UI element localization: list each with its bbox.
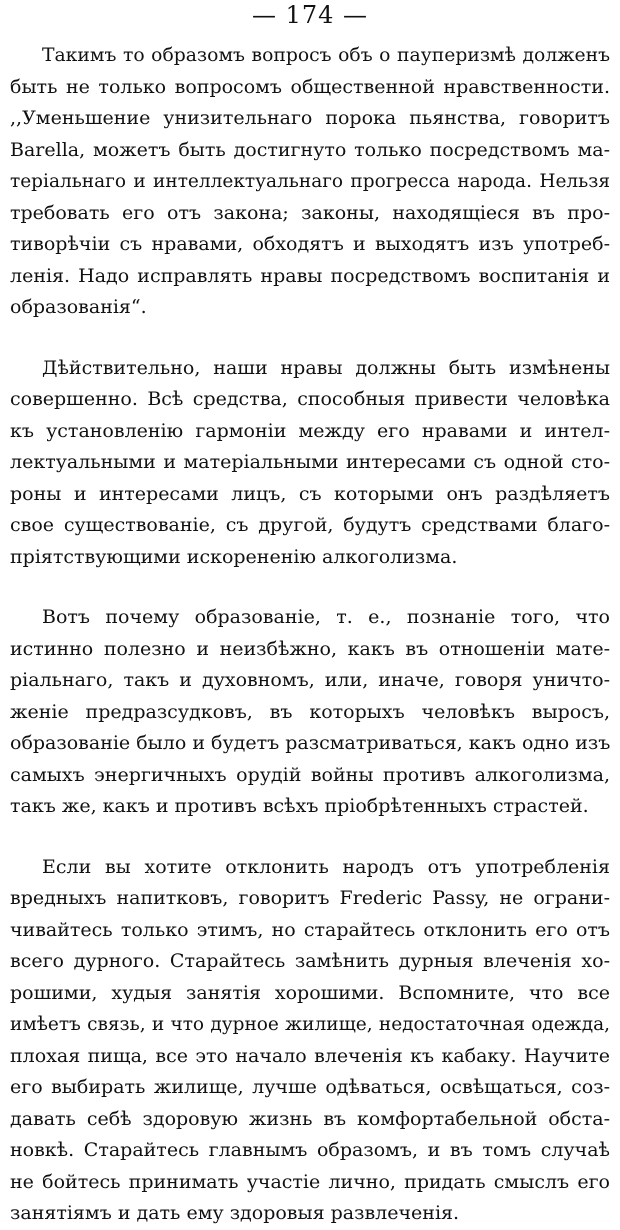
- text-line: его выбирать жилище, лучше одѣваться, освѣщаться, соз-: [10, 1076, 610, 1098]
- text-line: ленія. Надо исправлять нравы посредствомъ воспитанія и: [10, 264, 610, 287]
- text-line: рошими, худыя занятія хорошими. Вспомните, что все: [10, 981, 610, 1004]
- text-line: плохая пища, все это начало влеченія къ кабаку. Научите: [10, 1044, 610, 1067]
- text-line: Вотъ почему образованіе, т. е., познаніе того, что: [42, 606, 610, 628]
- text-line: женіе предразсудковъ, въ которыхъ человѣкъ выросъ,: [10, 700, 610, 723]
- text-line: тиворѣчіи съ нравами, обходятъ и выходятъ изъ употреб-: [10, 233, 610, 255]
- text-line: образованія“.: [10, 296, 147, 318]
- text-line: роны и интересами лицъ, съ которыми онъ раздѣляетъ: [10, 482, 610, 505]
- text-line: новкѣ. Старайтесь главнымъ образомъ, и въ томъ случаѣ: [10, 1139, 610, 1161]
- text-line: такъ же, какъ и противъ всѣхъ пріобрѣтенныхъ страстей.: [10, 795, 589, 817]
- text-line: къ установленію гармоніи между его нравами и интел-: [10, 419, 610, 442]
- page-body: [10, 40, 610, 1230]
- text-line: чивайтесь только этимъ, но старайтесь отклонить его отъ: [10, 918, 610, 941]
- text-line: Barella, можетъ быть достигнуто только посредствомъ ма-: [10, 138, 610, 161]
- text-line: теріальнаго и интеллектуальнаго прогресса народа. Нельзя: [10, 171, 610, 192]
- text-line: пріятствующими искорененію алкоголизма.: [10, 545, 458, 568]
- text-line: Такимъ то образомъ вопросъ объ о пауперизмѣ долженъ: [42, 45, 610, 66]
- text-line: давать себѣ здоровую жизнь въ комфортабельной обста-: [10, 1107, 610, 1130]
- paragraph-1: [10, 40, 610, 324]
- text-line: требовать его отъ закона; законы, находящіеся въ про-: [10, 201, 610, 224]
- text-line: Если вы хотите отклонить народъ отъ употребленія: [42, 855, 610, 878]
- text-line: всего дурного. Старайтесь замѣнить дурныя влеченія хо-: [10, 950, 610, 972]
- text-line: образованіе было и будетъ разсматриваться, какъ одно изъ: [10, 732, 611, 754]
- text-line: свое существованіе, съ другой, будутъ средствами благо-: [10, 514, 610, 536]
- text-line: ,,Уменьшение унизительнаго порока пьянства, говоритъ: [10, 107, 610, 129]
- text-line: занятіямъ и дать ему здоровыя развлеченія.: [10, 1202, 460, 1224]
- paragraph-2: [10, 353, 610, 574]
- text-line: ріальнаго, такъ и духовномъ, или, иначе, говоря уничто-: [10, 669, 610, 691]
- text-line: истинно полезно и неизбѣжно, какъ въ отношеніи мате-: [10, 637, 610, 660]
- text-line: вредныхъ напитковъ, говоритъ Frederic Passy, не ограни-: [10, 887, 610, 909]
- text-line: быть не только вопросомъ общественной нравственности.: [10, 75, 610, 98]
- text-line: Дѣйствительно, наши нравы должны быть измѣнены: [42, 356, 610, 379]
- paragraph-4: [10, 852, 610, 1230]
- page-number: — 174 —: [251, 1, 369, 29]
- paragraph-3: [10, 602, 610, 823]
- text-line: не бойтесь принимать участіе лично, придать смыслъ его: [10, 1170, 610, 1193]
- text-line: лектуальными и матеріальными интересами съ одной сто-: [10, 451, 610, 473]
- text-line: совершенно. Всѣ средства, способныя привести человѣка: [10, 388, 610, 410]
- text-line: самыхъ энергичныхъ орудій войны противъ алкоголизма,: [10, 763, 610, 786]
- text-line: имѣетъ связь, и что дурное жилище, недостаточная одежда,: [10, 1014, 610, 1035]
